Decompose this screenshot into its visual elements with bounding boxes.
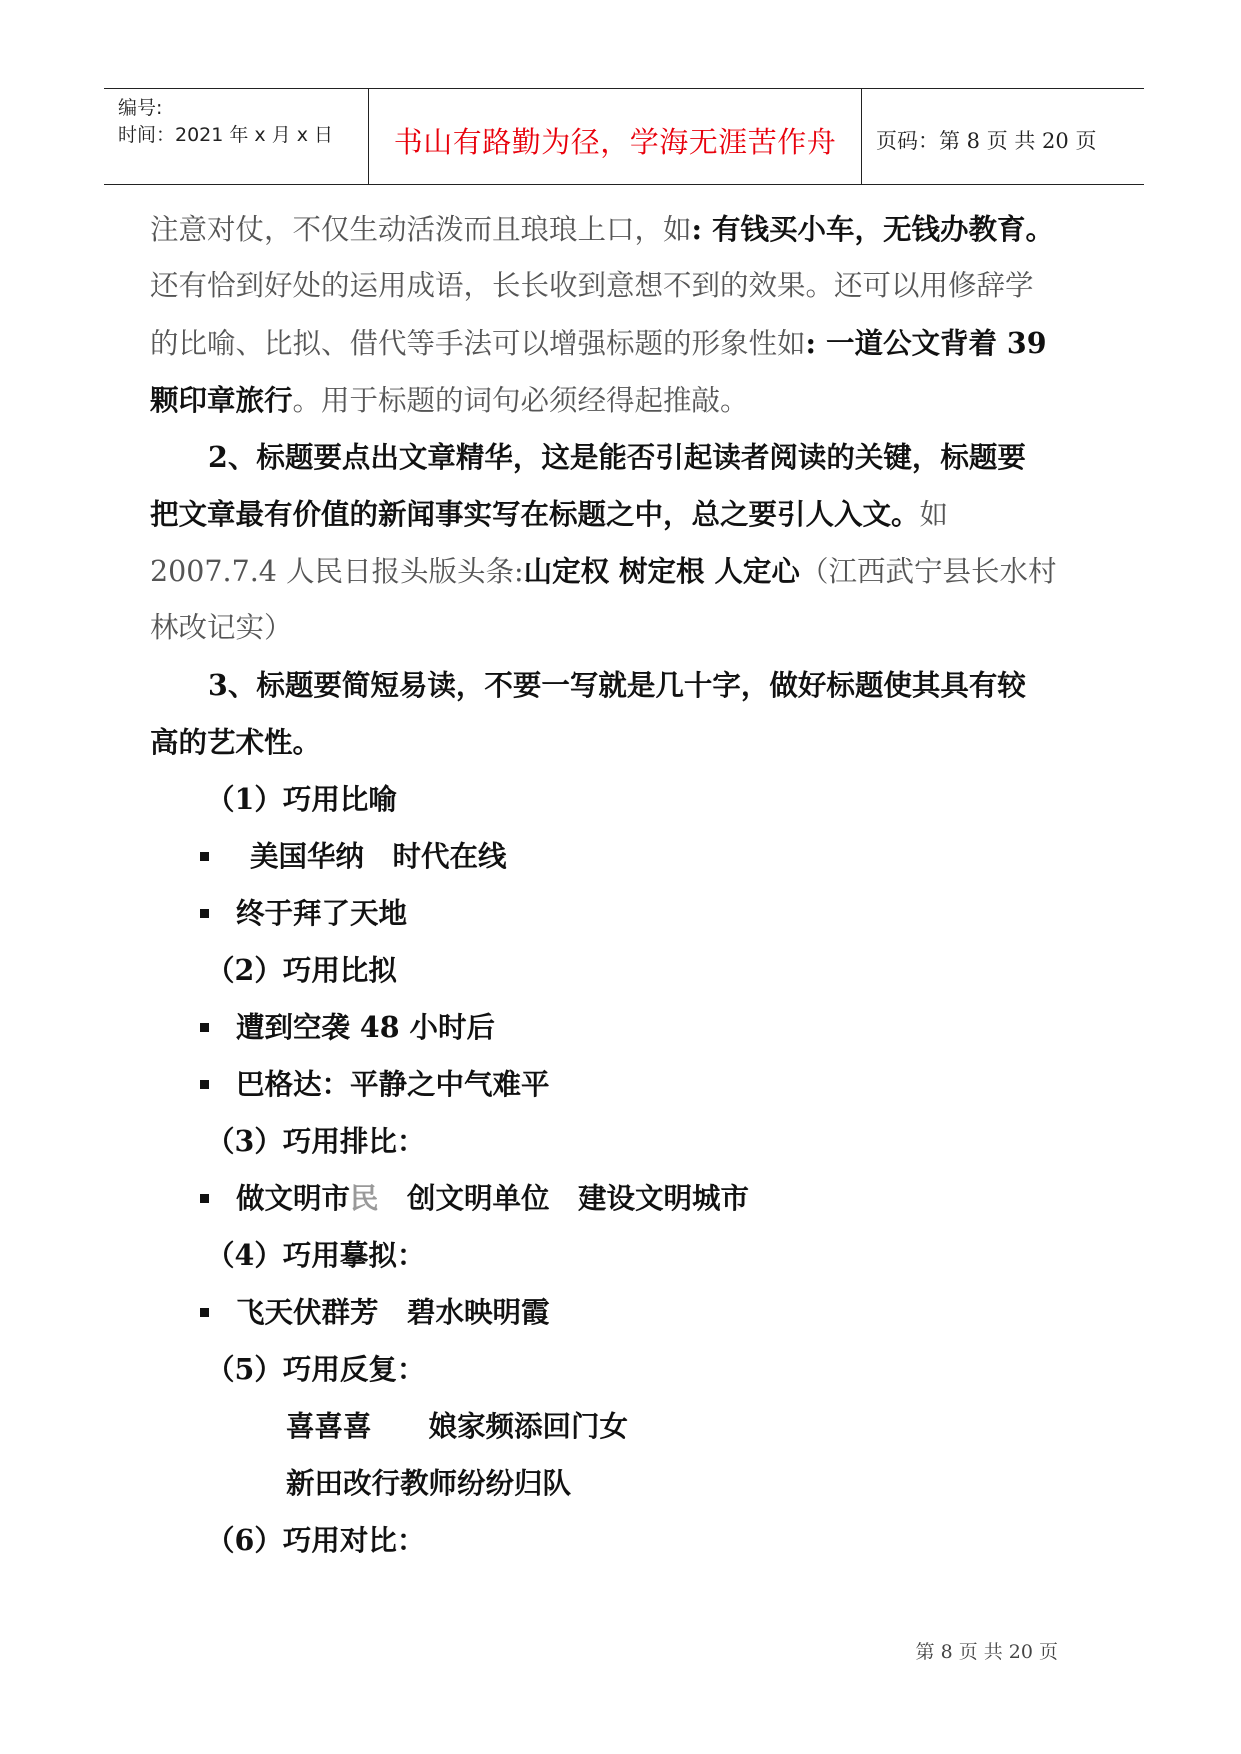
text-faint: 民: [350, 1181, 379, 1215]
bullet-icon: [200, 1308, 209, 1317]
text-bold: 颗印章旅行: [150, 383, 293, 417]
paragraph-2-line-1: 2、标题要点出文章精华，这是能否引起读者阅读的关键，标题要: [208, 440, 1026, 474]
section-1-item-2: 终于拜了天地: [236, 896, 408, 930]
paragraph-2-line-4: 林改记实）: [150, 611, 293, 644]
bullet-icon: [200, 1023, 209, 1032]
bullet-icon: [200, 909, 209, 918]
section-6-heading: （6）巧用对比：: [206, 1523, 426, 1557]
document-header: [104, 88, 1144, 185]
paragraph-1-line-3: [150, 323, 1047, 364]
bullet-icon: [200, 1080, 209, 1089]
section-2-heading: （2）巧用比拟: [206, 953, 397, 987]
document-number-label: 编号:: [118, 97, 163, 119]
section-2-item-2: 巴格达：平静之中气难平: [236, 1067, 550, 1101]
text-normal: 的比喻、比拟、借代等手法可以增强标题的形象性如: [150, 327, 806, 360]
text-normal: 。用于标题的词句必须经得起推敲。: [292, 384, 749, 417]
bullet-icon: [200, 1194, 209, 1203]
section-1-heading: （1）巧用比喻: [206, 782, 397, 816]
text-normal: 2007.7.4 人民日报头版头条:: [150, 555, 524, 588]
paragraph-2-line-2: [150, 494, 948, 535]
text-bold: : 有钱买小车，无钱办教育。: [691, 212, 1054, 246]
text-bold: 创文明单位 建设文明城市: [378, 1181, 750, 1215]
text-bold: 山定权 树定根 人定心: [523, 554, 800, 588]
paragraph-3-line-1: 3、标题要简短易读，不要一写就是几十字，做好标题使其具有较: [208, 668, 1026, 702]
text-normal: 如: [919, 498, 949, 531]
header-page-cell: [862, 89, 1144, 184]
text-normal: （江西武宁县长水村: [799, 555, 1057, 588]
header-motto: 书山有路勤为径，学海无涯苦作舟: [393, 125, 837, 159]
section-5-line-1: 喜喜喜 娘家频添回门女: [286, 1409, 629, 1443]
section-4-item-1: 飞天伏群芳 碧水映明霞: [236, 1295, 550, 1329]
paragraph-3-line-2: 高的艺术性。: [150, 725, 322, 759]
paragraph-1-line-4: [150, 380, 749, 421]
page-footer: 第 8 页 共 20 页: [915, 1641, 1058, 1663]
paragraph-1-line-2: 还有恰到好处的运用成语，长长收到意想不到的效果。还可以用修辞学: [150, 269, 1034, 302]
section-5-heading: （5）巧用反复：: [206, 1352, 426, 1386]
header-info-cell: [104, 89, 369, 184]
header-motto-cell: [369, 89, 862, 184]
text-normal: 注意对仗，不仅生动活泼而且琅琅上口，如: [150, 213, 692, 246]
paragraph-1-line-1: [150, 209, 1054, 250]
paragraph-2-line-3: [150, 551, 1056, 592]
section-3-item-1: [236, 1178, 749, 1219]
section-2-item-1: 遭到空袭 48 小时后: [236, 1010, 496, 1044]
section-1-item-1: 美国华纳 时代在线: [250, 839, 507, 873]
bullet-icon: [200, 852, 209, 861]
section-4-heading: （4）巧用摹拟：: [206, 1238, 426, 1272]
text-bold: : 一道公文背着 39: [805, 326, 1047, 360]
text-bold: 做文明市: [236, 1181, 351, 1215]
document-date-label: 时间：2021 年 x 月 x 日: [118, 124, 334, 146]
header-page-number: 页码：第 8 页 共 20 页: [876, 129, 1097, 153]
section-5-line-2: 新田改行教师纷纷归队: [286, 1466, 572, 1500]
section-3-heading: （3）巧用排比：: [206, 1124, 426, 1158]
text-bold: 把文章最有价值的新闻事实写在标题之中，总之要引人入文。: [150, 497, 920, 531]
